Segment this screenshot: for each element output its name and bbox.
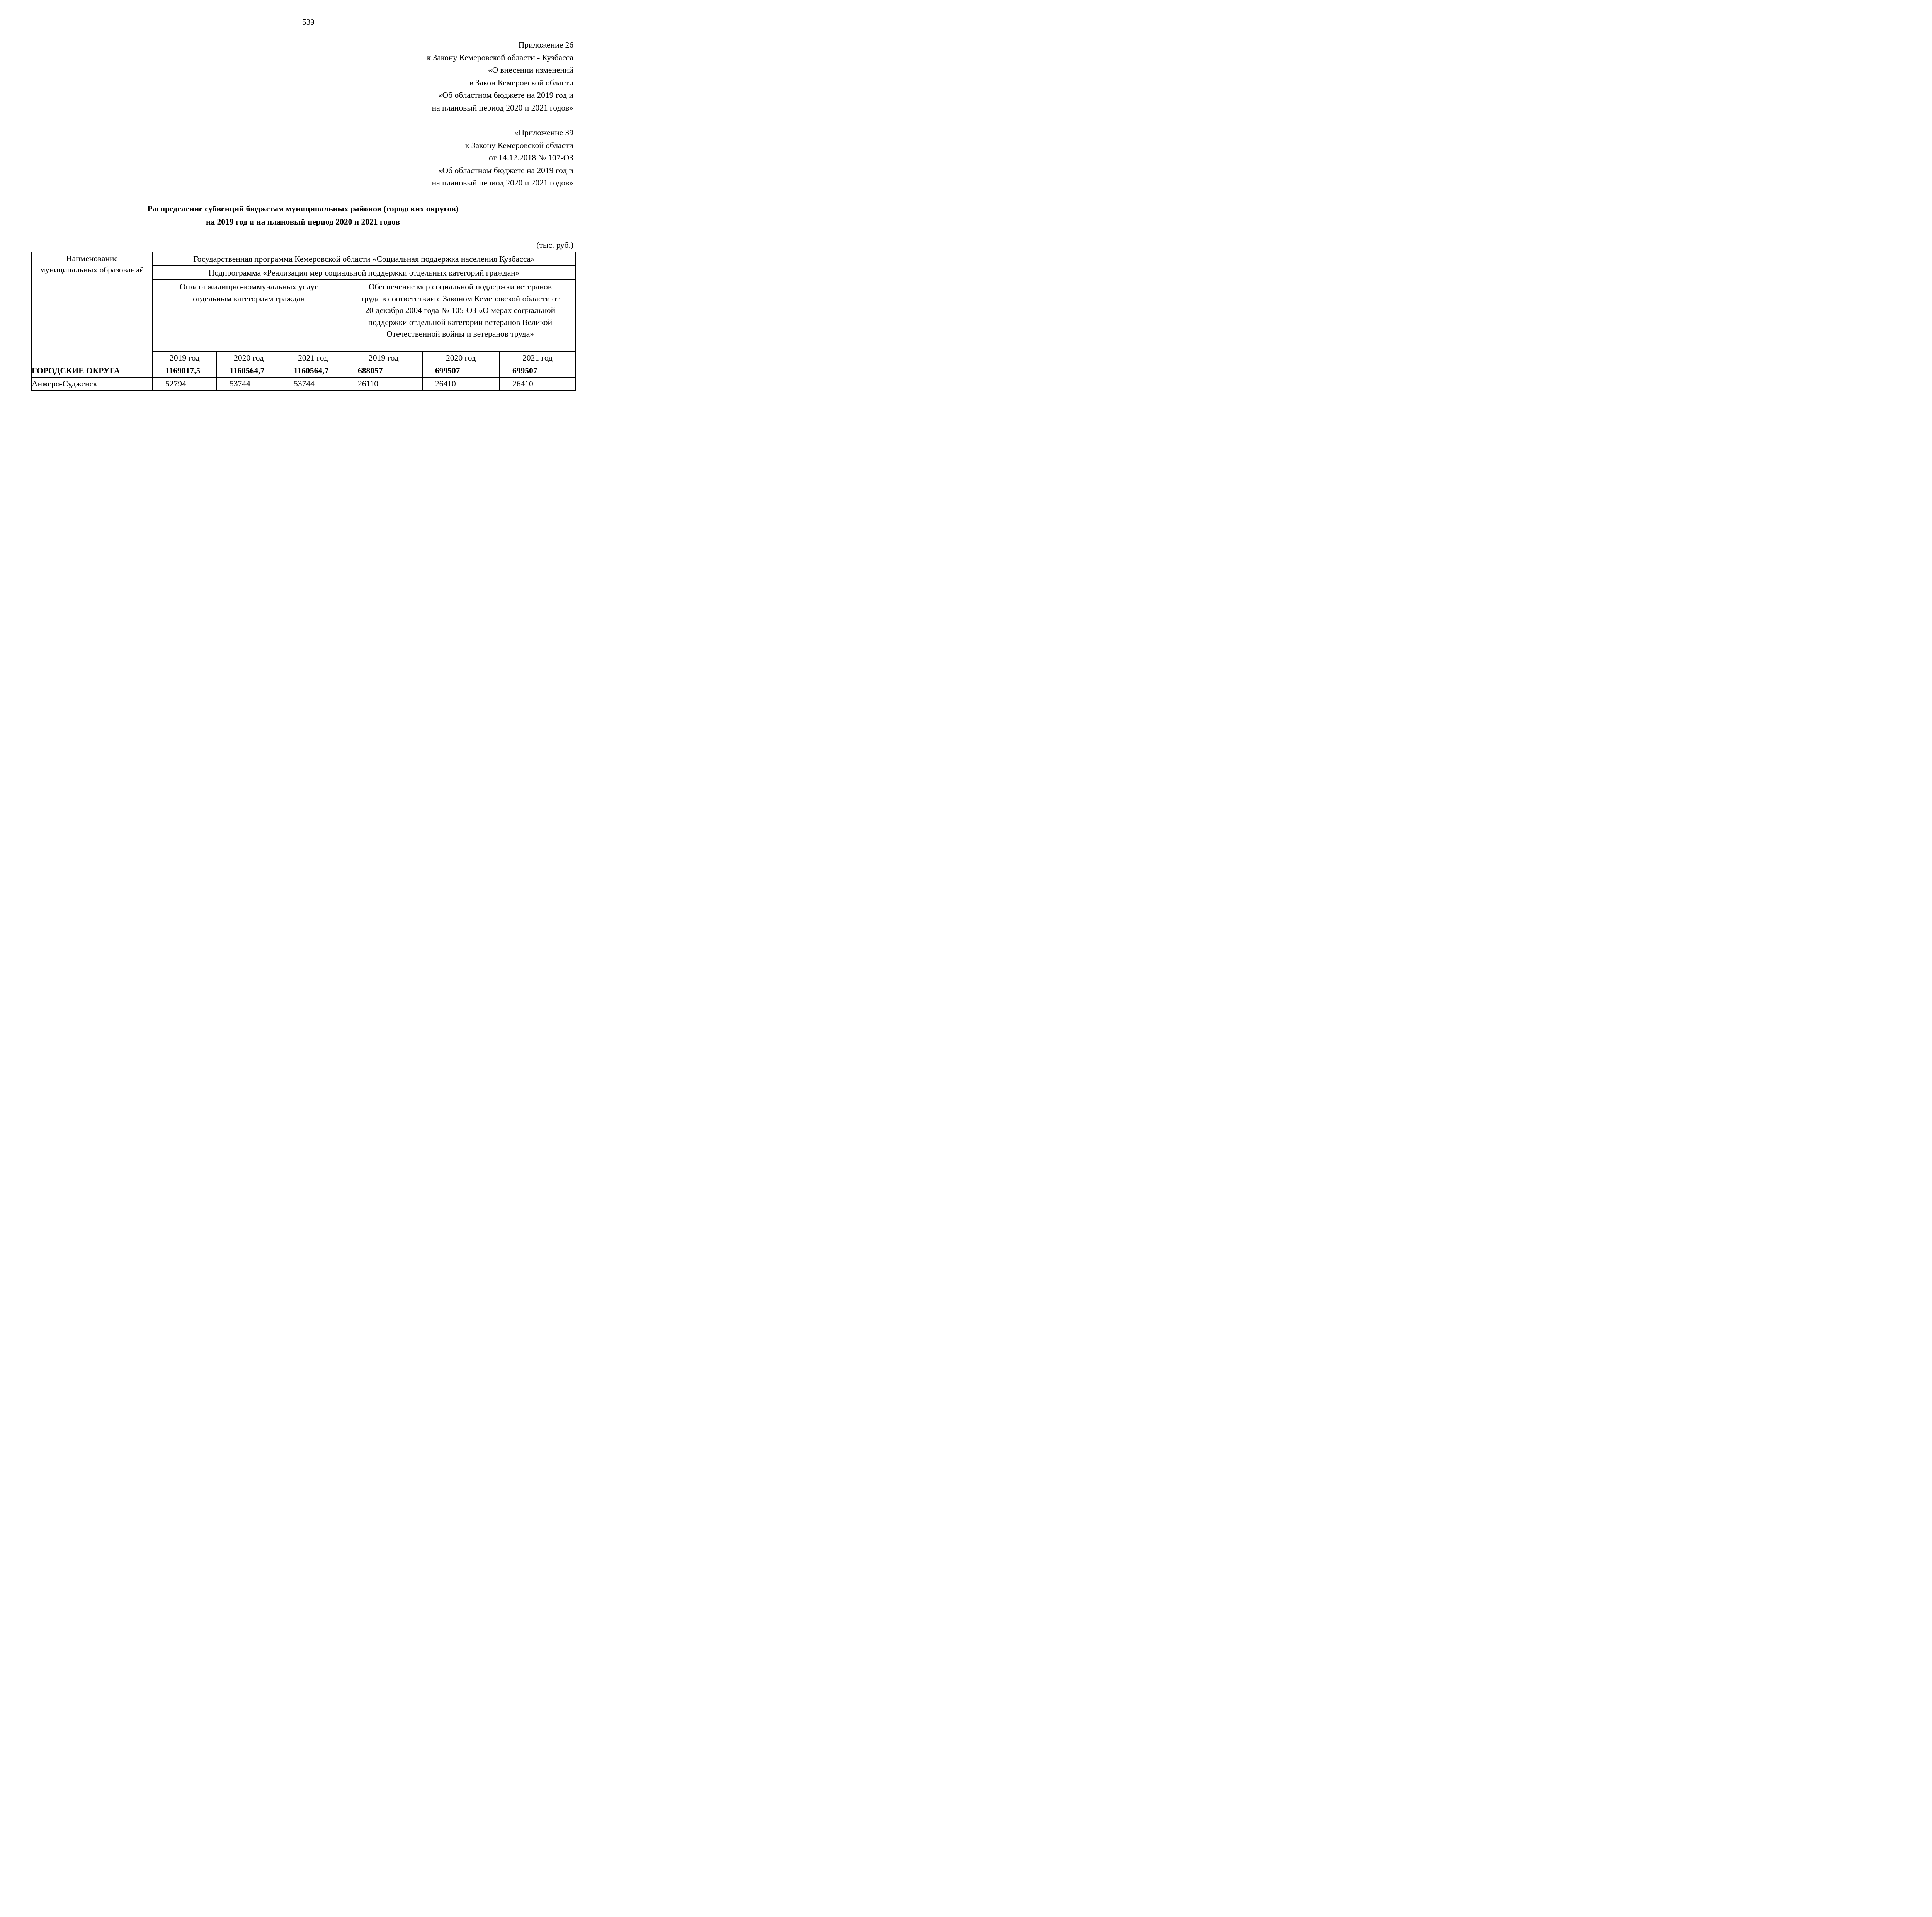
group2-line: труда в соответствии с Законом Кемеровской области от [361, 294, 560, 303]
original-appendix-line: «Приложение 39 [514, 128, 573, 137]
value-cell: 699507 [422, 364, 500, 378]
year-header: 2019 год [153, 352, 217, 364]
year-header: 2020 год [422, 352, 500, 364]
table-row [31, 364, 575, 378]
year-header: 2019 год [345, 352, 422, 364]
value-cell: 688057 [345, 364, 422, 378]
value-cell: 1160564,7 [217, 364, 281, 378]
original-appendix-line: от 14.12.2018 № 107-ОЗ [489, 153, 573, 163]
subsidy-distribution-table [31, 252, 576, 391]
original-appendix-line: «Об областном бюджете на 2019 год и [438, 165, 573, 175]
original-appendix-line: к Закону Кемеровской области [465, 140, 573, 150]
document-title [0, 202, 606, 228]
labour-veterans-support-header [345, 280, 575, 352]
year-header: 2020 год [217, 352, 281, 364]
name-header-line1: Наименование [66, 254, 118, 263]
value-cell: 699507 [500, 364, 575, 378]
appendix-header-line: на плановый период 2020 и 2021 годов» [432, 103, 573, 112]
appendix-header-line: в Закон Кемеровской области [469, 78, 573, 87]
housing-utilities-payment-header [153, 280, 345, 352]
value-cell: 26110 [345, 378, 422, 390]
municipality-name-cell: ГОРОДСКИЕ ОКРУГА [31, 364, 153, 378]
appendix-header [427, 39, 573, 114]
appendix-header-line: «О внесении изменений [488, 65, 573, 75]
group1-line: Оплата жилищно-коммунальных услуг [180, 282, 318, 291]
value-cell: 26410 [422, 378, 500, 390]
value-cell: 52794 [153, 378, 217, 390]
year-header: 2021 год [500, 352, 575, 364]
value-cell: 53744 [281, 378, 345, 390]
value-cell: 1160564,7 [281, 364, 345, 378]
group2-line: 20 декабря 2004 года № 105-ОЗ «О мерах социальной [365, 306, 556, 315]
municipality-name-cell: Анжеро-Судженск [31, 378, 153, 390]
original-appendix-line: на плановый период 2020 и 2021 годов» [432, 178, 573, 188]
value-cell: 53744 [217, 378, 281, 390]
original-appendix-header [432, 126, 573, 189]
table-row [31, 378, 575, 390]
group2-line: поддержки отдельной категории ветеранов Великой [368, 317, 553, 327]
municipality-name-header [31, 252, 153, 364]
value-cell: 26410 [500, 378, 575, 390]
document-title-line1: Распределение субвенций бюджетам муниципальных районов (городских округов) [147, 204, 459, 213]
appendix-header-line: «Об областном бюджете на 2019 год и [438, 90, 573, 100]
appendix-header-line: к Закону Кемеровской области - Кузбасса [427, 53, 573, 62]
group1-line: отдельным категориям граждан [193, 294, 305, 303]
value-cell: 1169017,5 [153, 364, 217, 378]
appendix-header-line: Приложение 26 [518, 40, 573, 49]
group2-line: Обеспечение мер социальной поддержки ветеранов [369, 282, 552, 291]
units-label: (тыс. руб.) [536, 240, 573, 250]
document-title-line2: на 2019 год и на плановый период 2020 и 2021 годов [206, 217, 400, 226]
page-number: 539 [302, 17, 315, 27]
year-header: 2021 год [281, 352, 345, 364]
table-header-row [31, 252, 575, 266]
subprogram-header: Подпрограмма «Реализация мер социальной поддержки отдельных категорий граждан» [153, 266, 575, 280]
group2-line: Отечественной войны и ветеранов труда» [386, 329, 534, 338]
name-header-line2: муниципальных образований [40, 265, 144, 274]
state-program-header: Государственная программа Кемеровской области «Социальная поддержка населения Кузбасса» [153, 252, 575, 266]
